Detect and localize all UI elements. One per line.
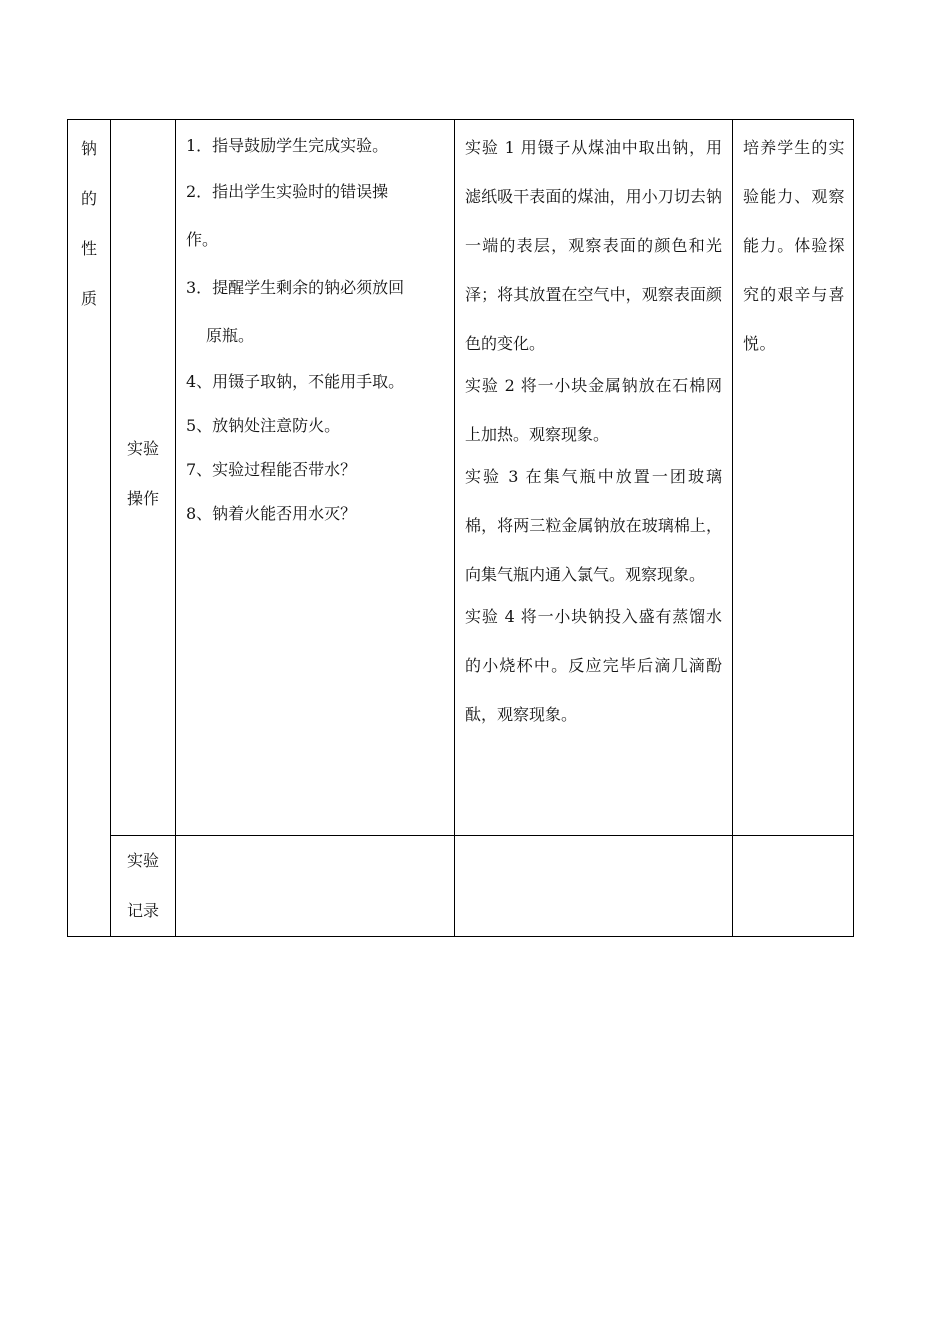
section-label-cell: [111, 836, 176, 937]
experiment-item: 实验 1 用镊子从煤油中取出钠，用滤纸吸干表面的煤油，用小刀切去钠一端的表层，观察表面的颜色和光泽；将其放置在空气中，观察表面颜色的变化。: [465, 138, 722, 353]
record-experiment-cell: [455, 836, 733, 937]
topic-cell: [68, 120, 111, 937]
section-label: 实验: [126, 851, 159, 870]
table-row: [68, 120, 854, 836]
lesson-plan-table: [67, 119, 854, 937]
experiment-cell: [455, 120, 733, 836]
goals-cell: [733, 120, 854, 836]
topic-char: 质: [80, 289, 97, 308]
guidance-item: 1．指导鼓励学生完成实验。: [186, 136, 389, 155]
guidance-item: 7、实验过程能否带水？: [186, 460, 357, 479]
record-guidance-cell: [176, 836, 455, 937]
guidance-item: 4、用镊子取钠，不能用手取。: [186, 372, 405, 391]
section-label-cell: [111, 120, 176, 836]
section-label: 操作: [126, 489, 159, 508]
experiment-item: 实验 2 将一小块金属钠放在石棉网上加热。观察现象。: [465, 376, 722, 444]
section-label: 记录: [126, 901, 159, 920]
topic-char: 的: [80, 189, 97, 208]
experiment-item: 实验 3 在集气瓶中放置一团玻璃棉，将两三粒金属钠放在玻璃棉上，向集气瓶内通入氯气。观察现象。: [465, 467, 722, 584]
goals-text: 培养学生的实验能力、观察能力。体验探究的艰辛与喜悦。: [743, 138, 845, 353]
record-goals-cell: [733, 836, 854, 937]
guidance-item: 5、放钠处注意防火。: [186, 416, 341, 435]
section-label: 实验: [126, 439, 159, 458]
guidance-item: 8、钠着火能否用水灭？: [186, 504, 357, 523]
teacher-guidance-cell: [176, 120, 455, 836]
table-row: [68, 836, 854, 937]
guidance-item: 2．指出学生实验时的错误操 作。: [186, 182, 389, 249]
experiment-item: 实验 4 将一小块钠投入盛有蒸馏水的小烧杯中。反应完毕后滴几滴酚酞，观察现象。: [465, 607, 722, 724]
guidance-item: 3．提醒学生剩余的钠必须放回 原瓶。: [186, 278, 405, 345]
topic-char: 性: [80, 239, 97, 258]
topic-char: 钠: [80, 139, 97, 158]
